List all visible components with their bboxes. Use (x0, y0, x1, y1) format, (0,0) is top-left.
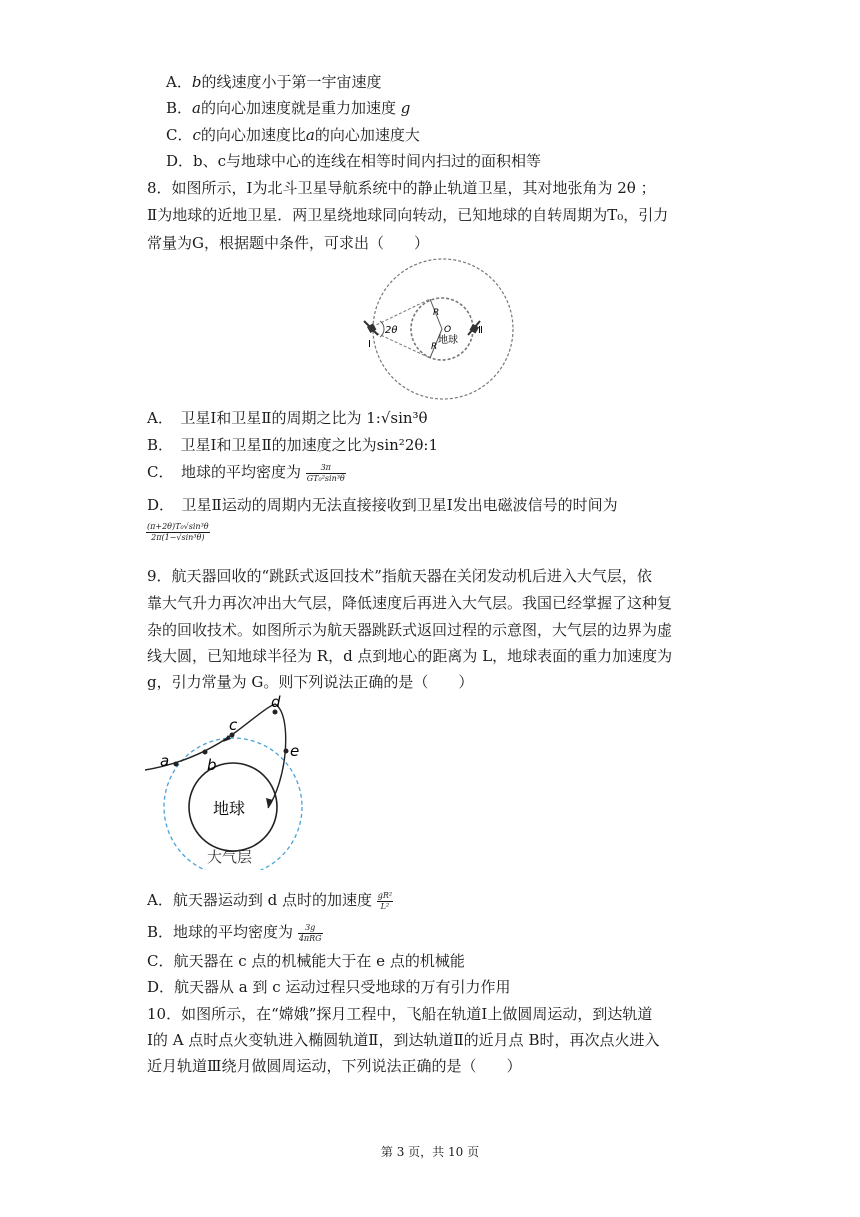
q8-fig-o-label: O (444, 325, 452, 335)
q9-fig-b: b (207, 756, 217, 774)
q9-fig-earth: 地球 (213, 799, 246, 818)
q8-fig-ii-label: Ⅱ (478, 325, 483, 336)
q8-option-b: B． 卫星Ⅰ和卫星Ⅱ的加速度之比为sin²2θ:1 (147, 436, 438, 454)
q8-option-d-fraction: $\frac{\text{(π+2θ)T₀√sin³θ}}{\text{2π(1−√sin³θ)}}$ (147, 521, 209, 542)
q9-option-d: D．航天器从 a 到 c 运动过程只受地球的万有引力作用 (147, 978, 511, 996)
q8-fig-r2-label: R (431, 342, 438, 352)
q7-option-c: C．c的向心加速度比a的向心加速度大 (166, 126, 420, 144)
q9-fig-d: d (271, 693, 281, 711)
q8-fig-earth-label: 地球 (438, 335, 458, 346)
q9-option-c: C．航天器在 c 点的机械能大于在 e 点的机械能 (147, 952, 465, 970)
q8-stem-line1: 8．如图所示，Ⅰ为北斗卫星导航系统中的静止轨道卫星，其对地张角为 2θ ； (147, 179, 656, 197)
q8-fig-angle-label: 2θ (385, 325, 398, 336)
q9-option-b: B．地球的平均密度为 $\frac{3g}{\text{4πRG}}$ (147, 922, 322, 943)
q9-fig-atmosphere: 大气层 (207, 848, 253, 866)
q9-fig-e: e (290, 742, 300, 760)
q9-fig-c: c (229, 716, 238, 734)
q8-option-c: C． 地球的平均密度为 $\frac{3\pi}{\text{GT₀²sin³θ}}$ (147, 462, 345, 483)
q7-option-a: A．b的线速度小于第一宇宙速度 (166, 73, 382, 91)
q9-stem-line3: 杂的回收技术。如图所示为航天器跳跃式返回过程的示意图，大气层的边界为虚 (147, 621, 673, 639)
q8-stem-line3: 常量为G，根据题中条件，可求出（ ） (147, 234, 429, 252)
q8-fig-i-label: Ⅰ (368, 339, 371, 350)
q8-stem-line2: Ⅱ为地球的近地卫星．两卫星绕地球同向转动，已知地球的自转周期为T₀，引力 (147, 206, 669, 224)
q10-stem-line3: 近月轨道Ⅲ绕月做圆周运动，下列说法正确的是（ ） (147, 1057, 522, 1075)
q8-option-a: A． 卫星Ⅰ和卫星Ⅱ的周期之比为 1:√sin³θ (147, 409, 428, 427)
satellite-i-icon (364, 321, 378, 335)
q10-stem-line2: Ⅰ的 A 点时点火变轨进入椭圆轨道Ⅱ，到达轨道Ⅱ的近月点 B时，再次点火进入 (147, 1031, 660, 1049)
q9-stem-line1: 9．航天器回收的“跳跃式返回技术”指航天器在关闭发动机后进入大气层，依 (147, 567, 652, 585)
page-footer: 第 3 页，共 10 页 (380, 1145, 480, 1159)
q8-fig-r1-label: R (433, 308, 440, 318)
q7-option-b: B．a的向心加速度就是重力加速度 g (166, 99, 411, 117)
q10-stem-line1: 10．如图所示，在“嫦娥”探月工程中，飞船在轨道Ⅰ上做圆周运动，到达轨道 (147, 1005, 653, 1023)
q8-option-d: D． 卫星Ⅱ运动的周期内无法直接接收到卫星Ⅰ发出电磁波信号的时间为 (147, 496, 618, 514)
q9-fig-a: a (160, 752, 170, 770)
q8-satellite-figure (360, 257, 520, 402)
q9-stem-line4: 线大圆，已知地球半径为 R，d 点到地心的距离为 L，地球表面的重力加速度为 (147, 647, 673, 665)
q9-stem-line2: 靠大气升力再次冲出大气层，降低速度后再进入大气层。我国已经掌握了这种复 (147, 594, 673, 612)
q7-option-d: D．b、c与地球中心的连线在相等时间内扫过的面积相等 (166, 152, 542, 170)
q9-reentry-figure (145, 692, 320, 870)
q9-stem-line5: g，引力常量为 G。则下列说法正确的是（ ） (147, 673, 474, 691)
q9-option-a: A．航天器运动到 d 点时的加速度 $\frac{\text{gR²}}{\text{L²}}$ (147, 890, 393, 911)
